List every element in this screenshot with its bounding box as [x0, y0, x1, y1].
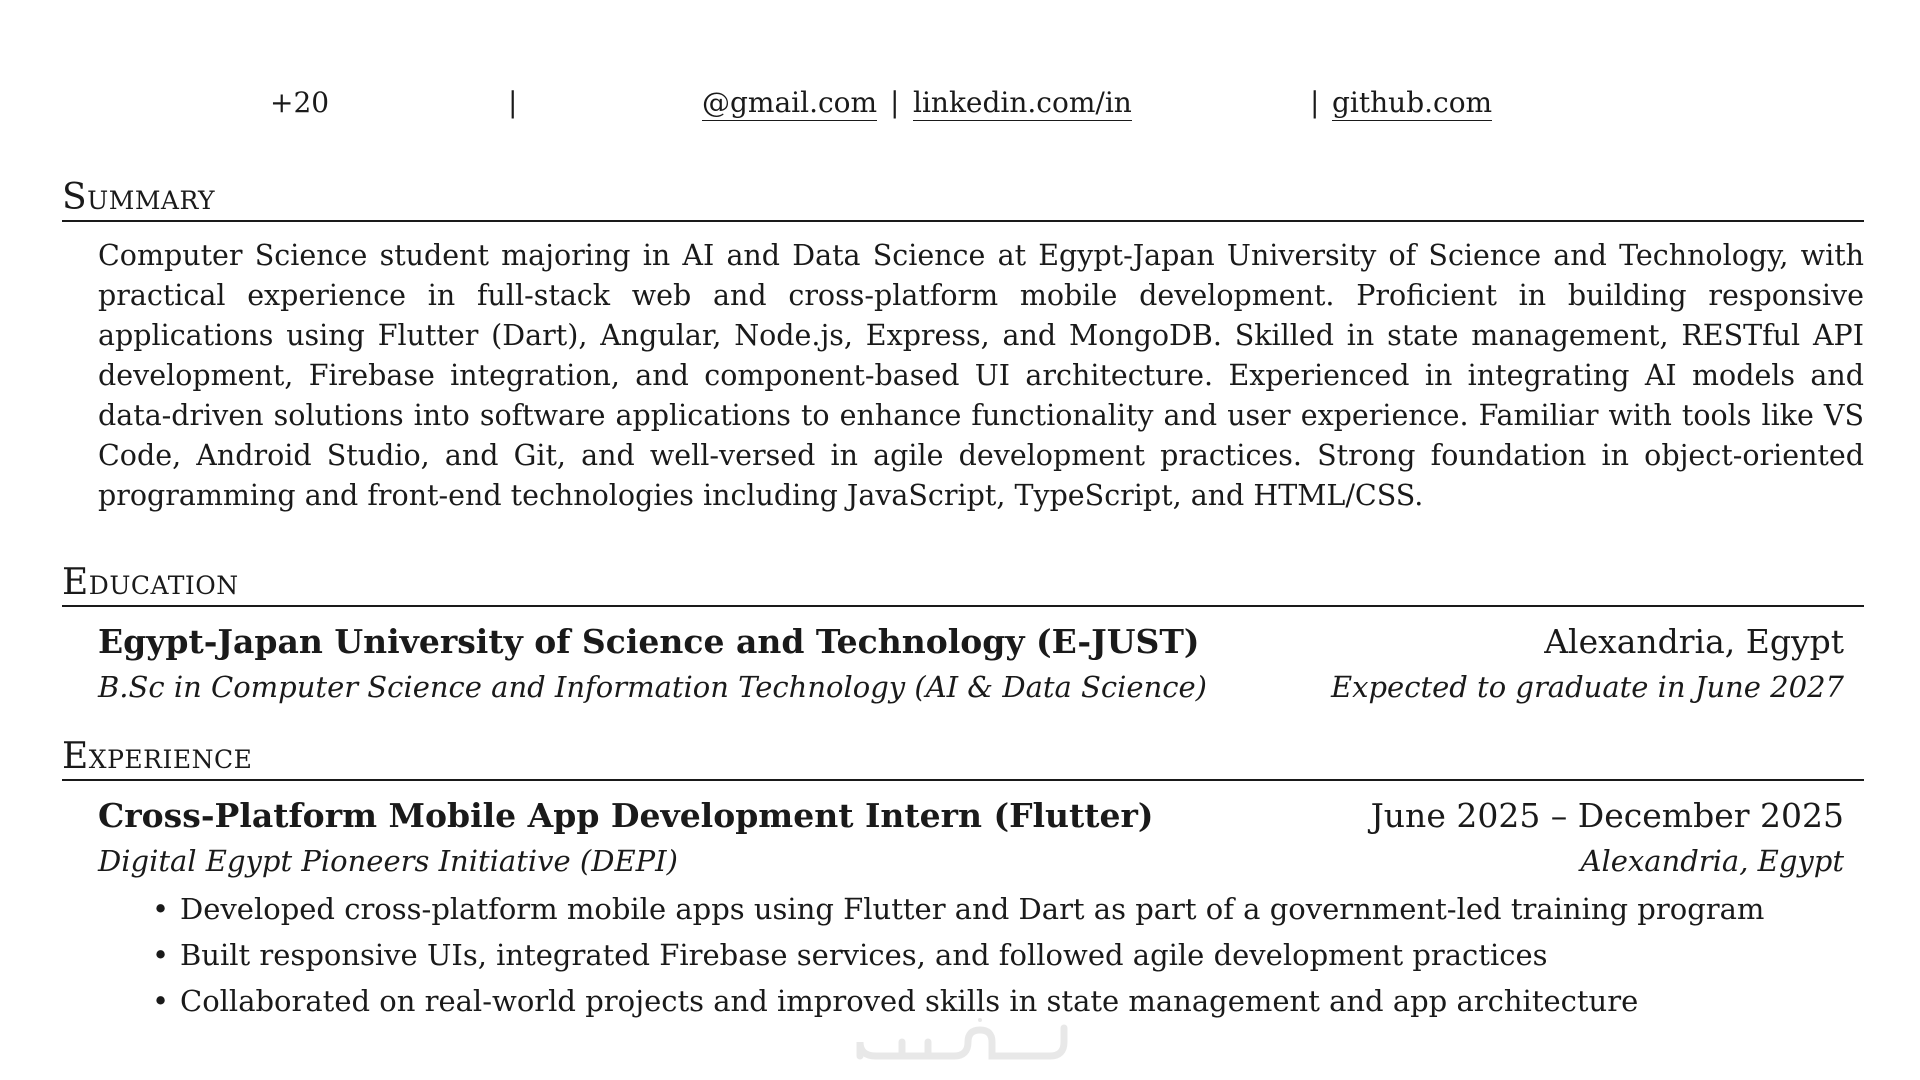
bullet-icon: • [152, 984, 170, 1018]
list-item [148, 886, 1848, 932]
contact-separator: | [1310, 86, 1320, 119]
contact-separator: | [508, 86, 518, 119]
education-location: Alexandria, Egypt [1544, 622, 1844, 661]
job-location: Alexandria, Egypt [1580, 844, 1844, 878]
experience-subrow [98, 844, 1844, 878]
contact-line [62, 86, 1864, 126]
experience-row [98, 796, 1844, 835]
education-subrow [98, 670, 1844, 704]
degree-name: B.Sc in Computer Science and Information Technology (AI & Data Science) [98, 670, 1207, 704]
summary-heading: Summary [62, 178, 1864, 222]
job-dates: June 2025 – December 2025 [1370, 796, 1844, 835]
bullet-icon: • [152, 892, 170, 926]
education-row [98, 622, 1844, 661]
linkedin-link[interactable]: linkedin.com/in [913, 86, 1132, 119]
email-link[interactable]: @gmail.com [702, 86, 878, 119]
graduation-date: Expected to graduate in June 2027 [1330, 670, 1844, 704]
resume-page [62, 0, 1864, 1080]
job-role: Cross-Platform Mobile App Development Intern (Flutter) [98, 796, 1154, 835]
github-link[interactable]: github.com [1332, 86, 1493, 119]
bullet-icon: • [152, 938, 170, 972]
institution-name: Egypt-Japan University of Science and Technology (E-JUST) [98, 622, 1200, 661]
organization-name: Digital Egypt Pioneers Initiative (DEPI) [98, 844, 678, 878]
experience-bullets [148, 886, 1848, 1024]
education-heading: Education [62, 563, 1864, 607]
experience-heading: Experience [62, 737, 1864, 781]
bullet-text: Developed cross-platform mobile apps using Flutter and Dart as part of a government-led training program [180, 892, 1765, 926]
contact-separator: | [890, 86, 900, 119]
bullet-text: Built responsive UIs, integrated Firebase services, and followed agile development practices [180, 938, 1548, 972]
phone-number: +20 [270, 86, 330, 119]
list-item [148, 932, 1848, 978]
summary-text: Computer Science student majoring in AI and Data Science at Egypt-Japan University of Science and Technology, with practical experience in full-stack web and cross-platform mobile development. Proficient in building responsive applications using Flutter (Dart), Angular, Node.js, Express, and MongoDB. Skilled in state management, RESTful API development, Firebase integration, and component-based UI architecture. Experienced in integrating AI models and data-driven solutions into software applications to enhance functionality and user experience. Familiar with tools like VS Code, Android Studio, and Git, and well-versed in agile development practices. Strong foundation in object-oriented programming and front-end technologies including JavaScript, TypeScript, and HTML/CSS. [98, 239, 1864, 512]
bullet-text: Collaborated on real-world projects and improved skills in state management and app architecture [180, 984, 1639, 1018]
watermark-logo [850, 1012, 1090, 1072]
